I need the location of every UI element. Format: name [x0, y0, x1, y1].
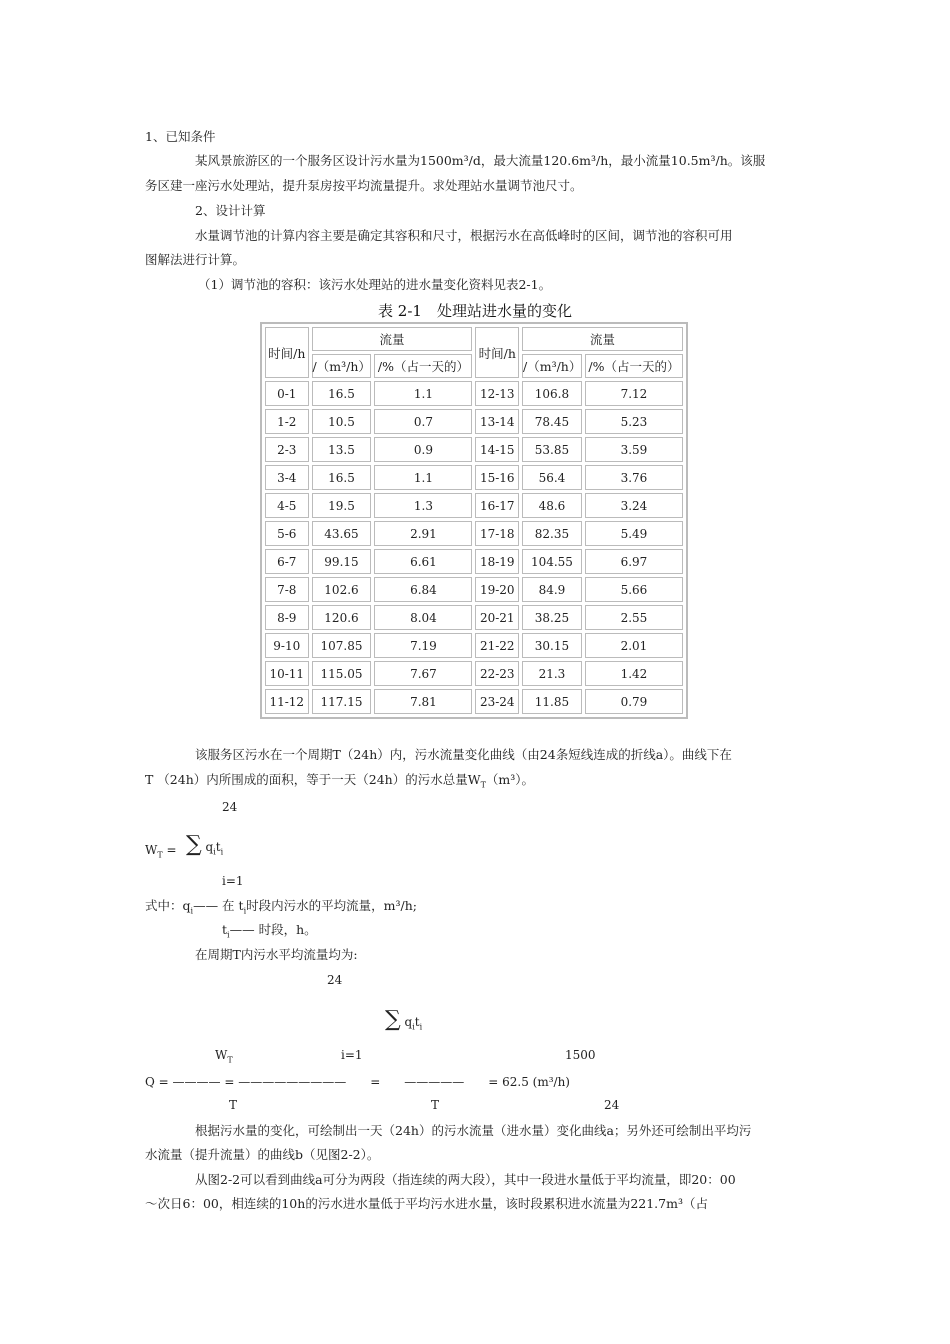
header-unit1-right: /（m³/h） [522, 354, 582, 378]
where-line2-a: t [222, 922, 228, 937]
table-cell-p2: 3.24 [585, 493, 683, 518]
table-cell-p2: 3.59 [585, 437, 683, 462]
where-line1-c: 时段内污水的平均流量，m³/h; [246, 898, 417, 913]
table-cell-q2: 53.85 [522, 437, 582, 462]
table-cell-t2: 12-13 [475, 381, 519, 406]
eq2-upper: 24 [327, 973, 343, 987]
table-row [265, 465, 683, 490]
eq2-term-q: q [404, 1015, 413, 1029]
table-row [265, 577, 683, 602]
table-cell-q2: 38.25 [522, 605, 582, 630]
table-cell-q1: 99.15 [312, 549, 372, 574]
para7-line2: ～次日6：00，相连续的10h的污水进水量低于平均污水进水量，该时段累积进水流量为221.7m³（占 [145, 1196, 708, 1211]
para5: 在周期T内污水平均流量均为: [195, 947, 358, 962]
eq2-den3: 24 [604, 1098, 620, 1112]
table-cell-p1: 0.7 [374, 409, 472, 434]
para4-line2-sub: T [480, 780, 486, 790]
table-cell-q1: 16.5 [312, 381, 372, 406]
table-cell-q1: 10.5 [312, 409, 372, 434]
table-cell-t1: 2-3 [265, 437, 309, 462]
table-cell-t1: 8-9 [265, 605, 309, 630]
table-row [265, 409, 683, 434]
table-cell-q2: 104.55 [522, 549, 582, 574]
table-cell-q2: 84.9 [522, 577, 582, 602]
eq2-term-q-sub: i [412, 1022, 415, 1032]
table-cell-q1: 115.05 [312, 661, 372, 686]
eq2-den1: T [229, 1098, 238, 1112]
table-row [265, 549, 683, 574]
section2-title: 2、设计计算 [195, 203, 266, 218]
table-cell-p1: 2.91 [374, 521, 472, 546]
header-flow-left: 流量 [312, 327, 473, 351]
table-cell-q1: 13.5 [312, 437, 372, 462]
table-cell-t1: 3-4 [265, 465, 309, 490]
table-row [265, 661, 683, 686]
table-cell-t2: 17-18 [475, 521, 519, 546]
table-cell-p2: 2.01 [585, 633, 683, 658]
section1-title: 1、已知条件 [145, 129, 216, 144]
eq1-lhs-w: W [145, 843, 158, 857]
table-cell-p1: 7.67 [374, 661, 472, 686]
para7-line1: 从图2-2可以看到曲线a可分为两段（指连续的两大段），其中一段进水量低于平均流量，即20：00 [195, 1172, 736, 1187]
table-cell-q1: 117.15 [312, 689, 372, 714]
table-cell-t1: 6-7 [265, 549, 309, 574]
eq1-term-q-sub: i [213, 847, 216, 857]
eq1-term-q: q [205, 840, 214, 854]
table-cell-p2: 2.55 [585, 605, 683, 630]
table-cell-q2: 11.85 [522, 689, 582, 714]
eq2-term-t-sub: i [419, 1022, 423, 1032]
eq2-den2: T [431, 1098, 440, 1112]
table-cell-q2: 78.45 [522, 409, 582, 434]
table-cell-p1: 7.19 [374, 633, 472, 658]
para1-line1: 某风景旅游区的一个服务区设计污水量为1500m³/d，最大流量120.6m³/h，最小流量10.5m³/h。该服 [195, 153, 766, 168]
para2-line2: 图解法进行计算。 [145, 252, 246, 267]
para6-line2: 水流量（提升流量）的曲线b（见图2-2）。 [145, 1147, 380, 1162]
eq2-sigma: ∑ [385, 1007, 401, 1032]
table-cell-t1: 11-12 [265, 689, 309, 714]
table-cell-q1: 120.6 [312, 605, 372, 630]
header-flow-right: 流量 [522, 327, 683, 351]
where-line1-b: —— 在 t [193, 898, 244, 913]
eq2-num1-sub: T [227, 1055, 233, 1065]
para1-line2: 务区建一座污水处理站，提升泵房按平均流量提升。求处理站水量调节池尺寸。 [145, 178, 583, 193]
header-time-right: 时间/h [475, 327, 519, 378]
table-cell-q1: 43.65 [312, 521, 372, 546]
table-row [265, 633, 683, 658]
para6-line1: 根据污水量的变化，可绘制出一天（24h）的污水流量（进水量）变化曲线a；另外还可绘制出平均污 [195, 1123, 752, 1138]
where-line1-a: 式中：q [145, 898, 191, 913]
table-cell-t2: 13-14 [475, 409, 519, 434]
table-cell-q1: 107.85 [312, 633, 372, 658]
where-line1-sub2: i [243, 906, 247, 916]
para4-line1: 该服务区污水在一个周期T（24h）内，污水流量变化曲线（由24条短线连成的折线a）。曲线下在 [195, 747, 732, 762]
table-cell-t1: 7-8 [265, 577, 309, 602]
table-cell-t2: 21-22 [475, 633, 519, 658]
table-cell-q1: 102.6 [312, 577, 372, 602]
table-cell-p2: 5.66 [585, 577, 683, 602]
eq1-sigma: ∑ [186, 832, 202, 857]
eq2-num3: 1500 [565, 1048, 596, 1062]
table-cell-p1: 6.84 [374, 577, 472, 602]
table-cell-t1: 10-11 [265, 661, 309, 686]
eq1-term-t-sub: i [220, 847, 224, 857]
table-cell-p2: 3.76 [585, 465, 683, 490]
table-cell-p1: 7.81 [374, 689, 472, 714]
table-cell-q2: 56.4 [522, 465, 582, 490]
table-cell-q2: 30.15 [522, 633, 582, 658]
para2-line1: 水量调节池的计算内容主要是确定其容积和尺寸，根据污水在高低峰时的区间，调节池的容积可用 [195, 228, 733, 243]
eq2-term-t: t [414, 1015, 420, 1029]
table-cell-t1: 1-2 [265, 409, 309, 434]
eq2-num2: i=1 [341, 1048, 363, 1062]
table-cell-t2: 16-17 [475, 493, 519, 518]
table-cell-q1: 19.5 [312, 493, 372, 518]
table-cell-p1: 6.61 [374, 549, 472, 574]
table-cell-p2: 5.49 [585, 521, 683, 546]
table-cell-t1: 9-10 [265, 633, 309, 658]
table-cell-t1: 5-6 [265, 521, 309, 546]
table-cell-q2: 21.3 [522, 661, 582, 686]
table-cell-p1: 1.1 [374, 465, 472, 490]
table-cell-p1: 1.1 [374, 381, 472, 406]
eq1-sigma-group [186, 832, 223, 857]
table-cell-t2: 19-20 [475, 577, 519, 602]
para3: （1）调节池的容积：该污水处理站的进水量变化资料见表2-1。 [198, 277, 552, 292]
table-row [265, 521, 683, 546]
header-unit2-left: /%（占一天的） [374, 354, 472, 378]
eq2-num1-w: W [215, 1048, 228, 1062]
table-cell-p2: 1.42 [585, 661, 683, 686]
eq1-term-t: t [215, 840, 221, 854]
where-line2-b: —— 时段，h。 [229, 922, 317, 937]
table-row [265, 605, 683, 630]
table-cell-t2: 22-23 [475, 661, 519, 686]
eq1-lhs [145, 843, 177, 859]
table-cell-q2: 106.8 [522, 381, 582, 406]
table-row [265, 381, 683, 406]
table-cell-p1: 0.9 [374, 437, 472, 462]
flow-table [260, 322, 688, 719]
eq2-num1 [215, 1048, 233, 1064]
where-line1-sub: i [190, 906, 194, 916]
table-caption: 表 2-1 处理站进水量的变化 [378, 302, 572, 320]
table-cell-t2: 23-24 [475, 689, 519, 714]
table-cell-t2: 20-21 [475, 605, 519, 630]
table-cell-p1: 1.3 [374, 493, 472, 518]
eq2-main: Q = ———— = ————————— = ————— = 62.5 (m³/h) [145, 1075, 570, 1089]
eq1-lower: i=1 [222, 874, 244, 888]
eq1-upper: 24 [222, 800, 238, 814]
eq2-sigma-group [385, 1007, 422, 1032]
eq1-equals: = [162, 843, 177, 857]
table-cell-t1: 0-1 [265, 381, 309, 406]
header-time-left: 时间/h [265, 327, 309, 378]
eq1-lhs-sub: T [157, 850, 163, 860]
table-cell-t1: 4-5 [265, 493, 309, 518]
header-unit2-right: /%（占一天的） [585, 354, 683, 378]
table-cell-t2: 18-19 [475, 549, 519, 574]
table-row [265, 437, 683, 462]
table-cell-t2: 15-16 [475, 465, 519, 490]
where-line2 [222, 921, 317, 945]
table-cell-p2: 5.23 [585, 409, 683, 434]
table-cell-p2: 7.12 [585, 381, 683, 406]
table-cell-p1: 8.04 [374, 605, 472, 630]
table-cell-p2: 0.79 [585, 689, 683, 714]
where-line2-sub: i [227, 930, 230, 940]
para4-line2-text: T （24h）内所围成的面积，等于一天（24h）的污水总量W [145, 772, 481, 787]
table-cell-q2: 48.6 [522, 493, 582, 518]
table-row [265, 689, 683, 714]
para4-line2-end: （m³）。 [485, 772, 535, 787]
where-line1 [145, 897, 417, 921]
header-unit1-left: /（m³/h） [312, 354, 372, 378]
table-cell-q2: 82.35 [522, 521, 582, 546]
table-cell-q1: 16.5 [312, 465, 372, 490]
para4-line2 [145, 771, 534, 795]
table-row [265, 493, 683, 518]
table-cell-t2: 14-15 [475, 437, 519, 462]
table-cell-p2: 6.97 [585, 549, 683, 574]
